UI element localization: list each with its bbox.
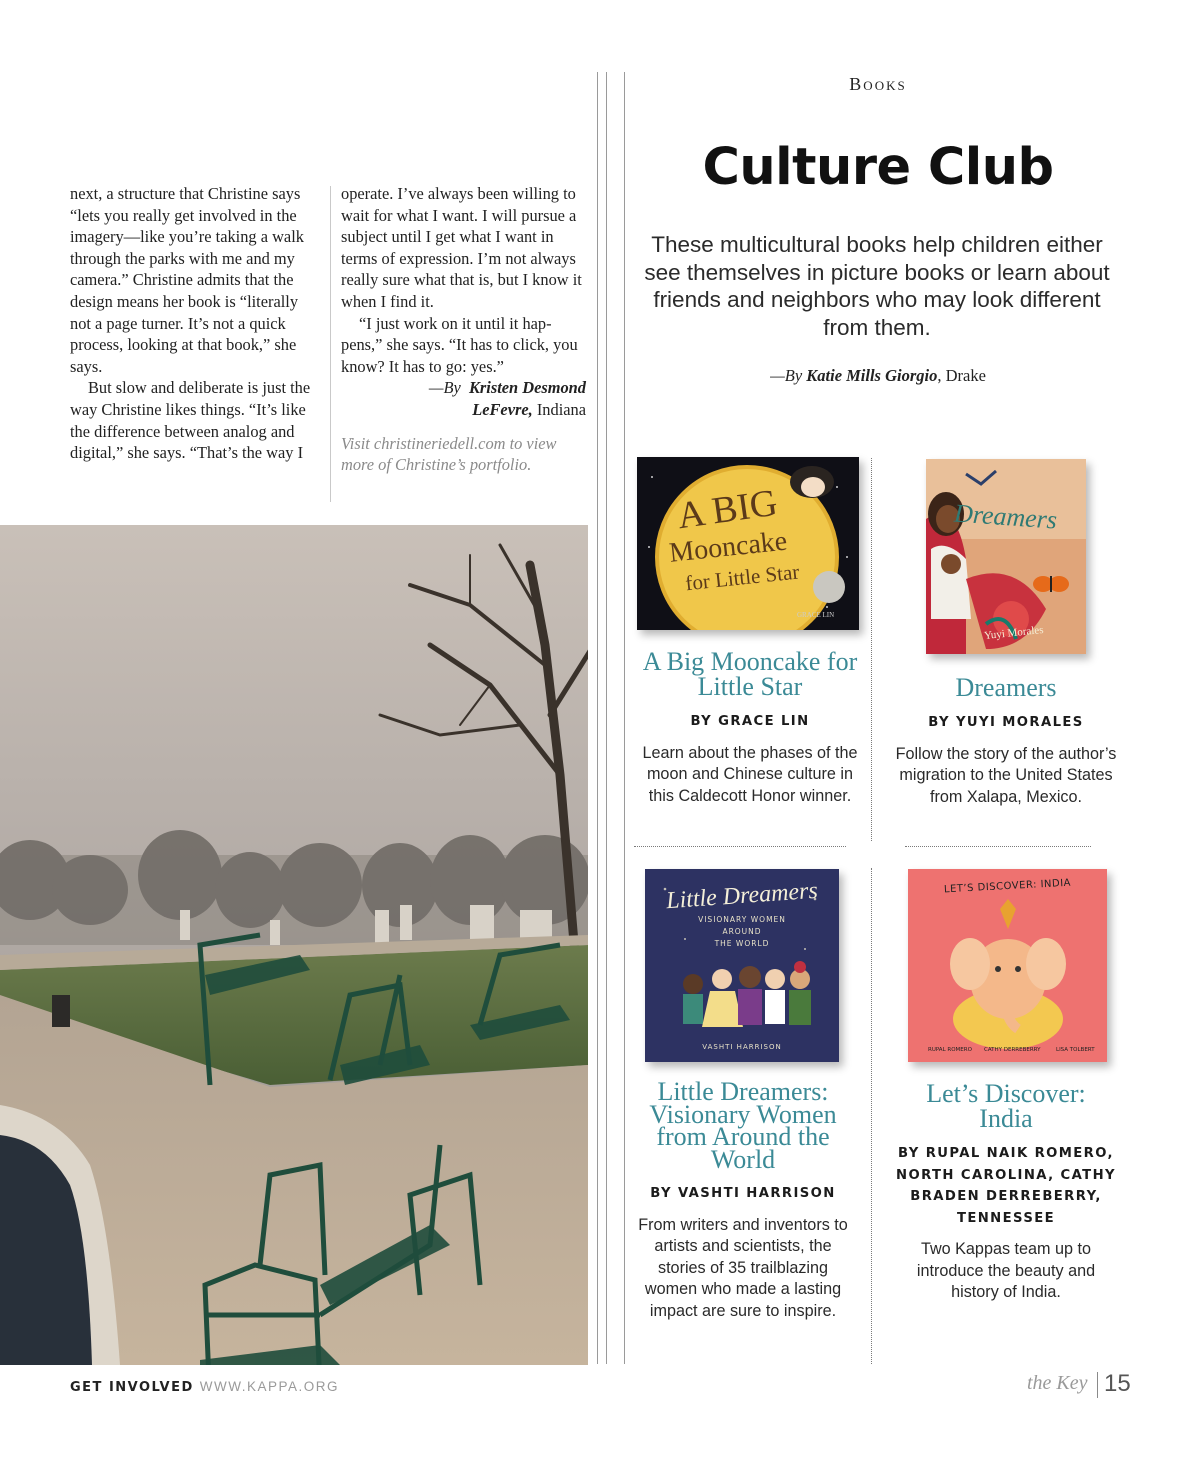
park-photo [0,525,588,1365]
cover-title: A BIG [674,481,780,538]
grid-divider [871,868,872,1364]
section-label: Books [849,74,907,94]
cover-subtitle: AROUND [722,927,762,936]
cover-credit: CATHY DERREBERRY [984,1047,1041,1053]
footer-url[interactable]: WWW.KAPPA.ORG [199,1379,340,1394]
cover-title: Little Dreamers [665,877,819,915]
byline-prefix: —By [428,378,461,398]
cover-title: LET’S DISCOVER: INDIA [943,877,1072,896]
book-entry [633,1077,853,1322]
book-title: A Big Mooncake for Little Star [642,647,858,701]
magazine-logo: the Key [1027,1372,1088,1394]
article-paragraph: But slow and deliberate is just the way Christine likes things. “It’s like the difference between analog and digital,” she says. “That’s the way I [70,378,311,463]
grid-divider [905,846,1091,847]
book-description: Learn about the phases of the moon and Chinese culture in this Caldecott Honor winner. [642,743,858,805]
article-byline [341,377,586,420]
cover-credit: Yuyi Morales [983,623,1045,643]
book-author: BY GRACE LIN [690,714,810,729]
cover-title: Mooncake [667,525,789,569]
footer-section: GET INVOLVED [70,1380,194,1395]
article-paragraph: “I just work on it until it hap-pens,” she says. “It has to click, you know? It has to go: yes.” [341,313,578,376]
book-description: Two Kappas team up to introduce the beauty and history of India. [916,1240,1096,1302]
book-cover-dreamers [926,459,1086,654]
cover-credit: LISA TOLBERT [1056,1047,1095,1053]
footer-right [1025,1368,1135,1408]
article-paragraph: operate. I’ve always been willing to wait for what I want. I will pursue a subject until I get what I want in terms of expression. I’m not always really sure what that is, but I know it when I find it. [341,184,582,311]
byline-author: Kristen Desmond [468,378,586,398]
cover-title: for Little Star [684,559,801,596]
byline-author-last: LeFevre, [472,399,533,419]
grid-divider [634,846,846,847]
byline-chapter: , Drake [937,366,986,385]
footer-divider [1097,1372,1098,1398]
book-author: BY VASHTI HARRISON [650,1186,836,1201]
byline-prefix: —By [770,366,803,385]
byline-author: Katie Mills Giorgio [806,366,938,385]
book-entry [890,675,1122,808]
book-title: Little Dreamers: Visionary Women from Around the World [649,1077,837,1174]
grid-divider [871,458,872,841]
article-column-1 [70,183,320,464]
cover-title: Dreamers [953,498,1058,535]
book-entry [640,649,860,807]
cover-subtitle: VISIONARY WOMEN [698,915,786,924]
cover-credit: RUPAL ROMERO [928,1047,972,1053]
book-author: BY YUYI MORALES [928,715,1084,730]
byline-chapter: Indiana [536,399,586,419]
page-title: Culture Club [702,138,1054,197]
intro-text: These multicultural books help children either see themselves in picture books or learn about friends and neighbors who may look different from them. [644,232,1110,340]
portfolio-link-text: Visit christineriedell.com to view more of Christine’s portfolio. [341,433,557,475]
book-title: Let’s Discover: India [926,1079,1086,1133]
section-byline [628,366,1128,386]
page-number: 15 [1104,1370,1131,1397]
article-paragraph: next, a structure that Christine says “lets you really get involved in the imagery—like you’re taking a walk through the parks with me and my camera.” Christine admits that the design means her book is “literally not a page turner. It’s not a quick process, looking at that book,” she says. [70,184,304,376]
book-description: From writers and inventors to artists and scientists, the stories of 35 trailblazing women who made a lasting impact are sure to inspire. [638,1215,848,1320]
book-cover-mooncake [637,457,859,630]
book-cover-little-dreamers [645,869,839,1062]
page-divider [597,72,625,1364]
cover-credit: GRACE LIN [797,611,835,619]
book-cover-india [908,869,1107,1062]
footer-left [70,1379,339,1395]
book-author: BY RUPAL NAIK ROMERO, NORTH CAROLINA, CATHY BRADEN DERREBERRY, TENNESSEE [896,1146,1116,1226]
book-entry [890,1081,1122,1304]
cover-subtitle: THE WORLD [714,939,770,948]
book-description: Follow the story of the author’s migration to the United States from Xalapa, Mexico. [895,744,1117,806]
cover-credit: VASHTI HARRISON [702,1043,782,1051]
book-title: Dreamers [955,673,1057,702]
article-column-2 [341,183,586,476]
column-divider [330,186,331,502]
